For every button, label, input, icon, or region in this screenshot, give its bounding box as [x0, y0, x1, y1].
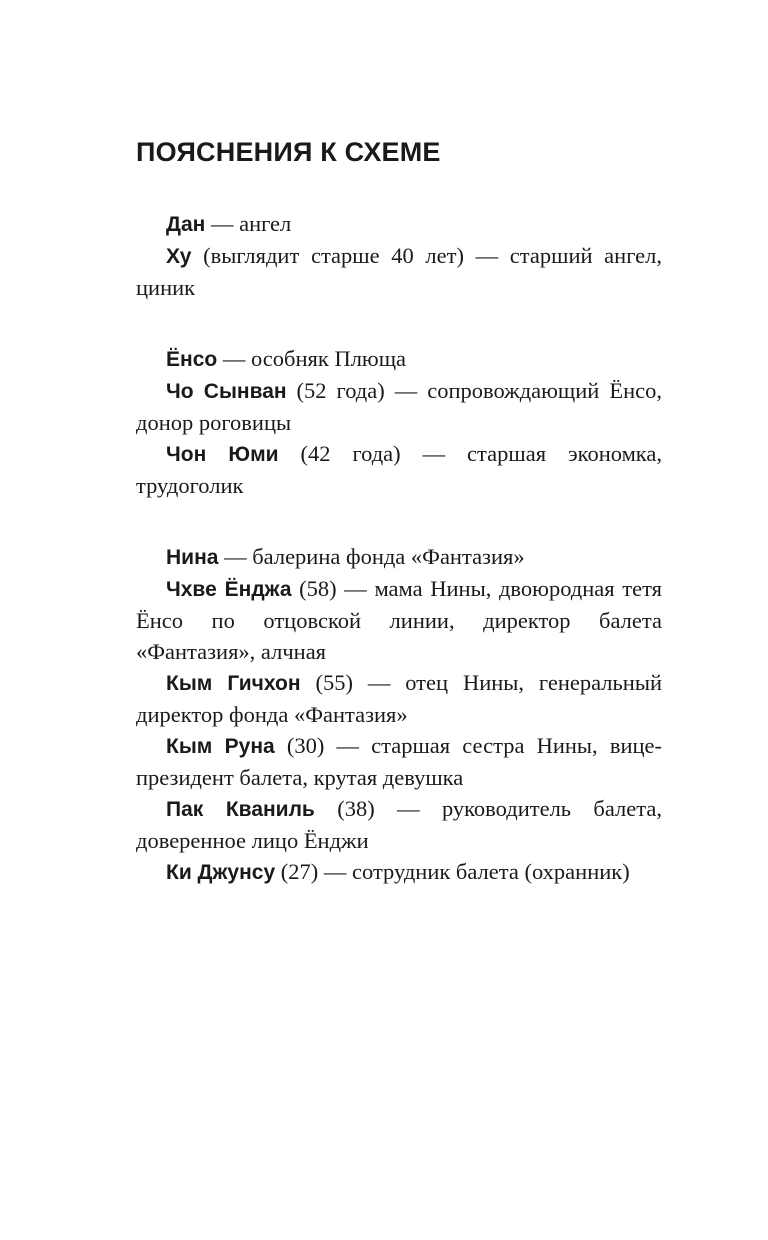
character-group-mansion	[136, 343, 662, 501]
character-entry	[136, 375, 662, 438]
character-name: Чо Сынван	[166, 380, 287, 403]
character-description: (27) — сотрудник балета (охранник)	[275, 859, 630, 884]
character-description: (42 года) — старшая экономка, трудоголик	[136, 441, 663, 498]
character-description: (38) — руководитель балета, доверенное лицо Ёнджи	[136, 796, 662, 853]
character-entry	[136, 541, 662, 573]
character-entry	[136, 730, 662, 793]
character-name: Чон Юми	[166, 443, 279, 466]
page-title: ПОЯСНЕНИЯ К СХЕМЕ	[136, 137, 441, 167]
character-entry	[136, 667, 662, 730]
character-name: Кым Руна	[166, 735, 275, 758]
character-description: — балерина фонда «Фантазия»	[218, 544, 525, 569]
character-entry	[136, 208, 662, 240]
character-name: Чхве Ёнджа	[166, 578, 292, 601]
character-description: (выглядит старше 40 лет) — старший ангел, циник	[136, 243, 662, 300]
character-name: Дан	[166, 213, 206, 236]
character-entry	[136, 573, 662, 667]
character-name: Ки Джунсу	[166, 861, 276, 884]
character-description: (58) — мама Нины, двоюродная тетя Ёнсо по отцовской линии, директор балета «Фантазия», алчная	[136, 576, 662, 664]
character-description: — особняк Плюща	[217, 346, 407, 371]
character-entry	[136, 240, 662, 303]
character-entry	[136, 438, 662, 501]
character-name: Пак Кваниль	[166, 798, 315, 821]
character-name: Кым Гичхон	[166, 672, 301, 695]
character-group-angels	[136, 208, 662, 303]
character-name: Ёнсо	[166, 348, 218, 371]
character-description: (55) — отец Нины, генеральный директор фонда «Фантазия»	[136, 670, 662, 727]
character-group-ballet	[136, 541, 662, 888]
character-description: — ангел	[205, 211, 292, 236]
character-entry	[136, 793, 662, 856]
character-description: (52 года) — сопровождающий Ёнсо, донор роговицы	[136, 378, 662, 435]
character-entry	[136, 343, 662, 375]
character-list	[136, 208, 662, 888]
character-description: (30) — старшая сестра Нины, вице-президент балета, крутая девушка	[136, 733, 663, 790]
document-page	[136, 132, 662, 928]
character-name: Ху	[166, 245, 192, 268]
character-name: Нина	[166, 546, 219, 569]
character-entry	[136, 856, 662, 888]
